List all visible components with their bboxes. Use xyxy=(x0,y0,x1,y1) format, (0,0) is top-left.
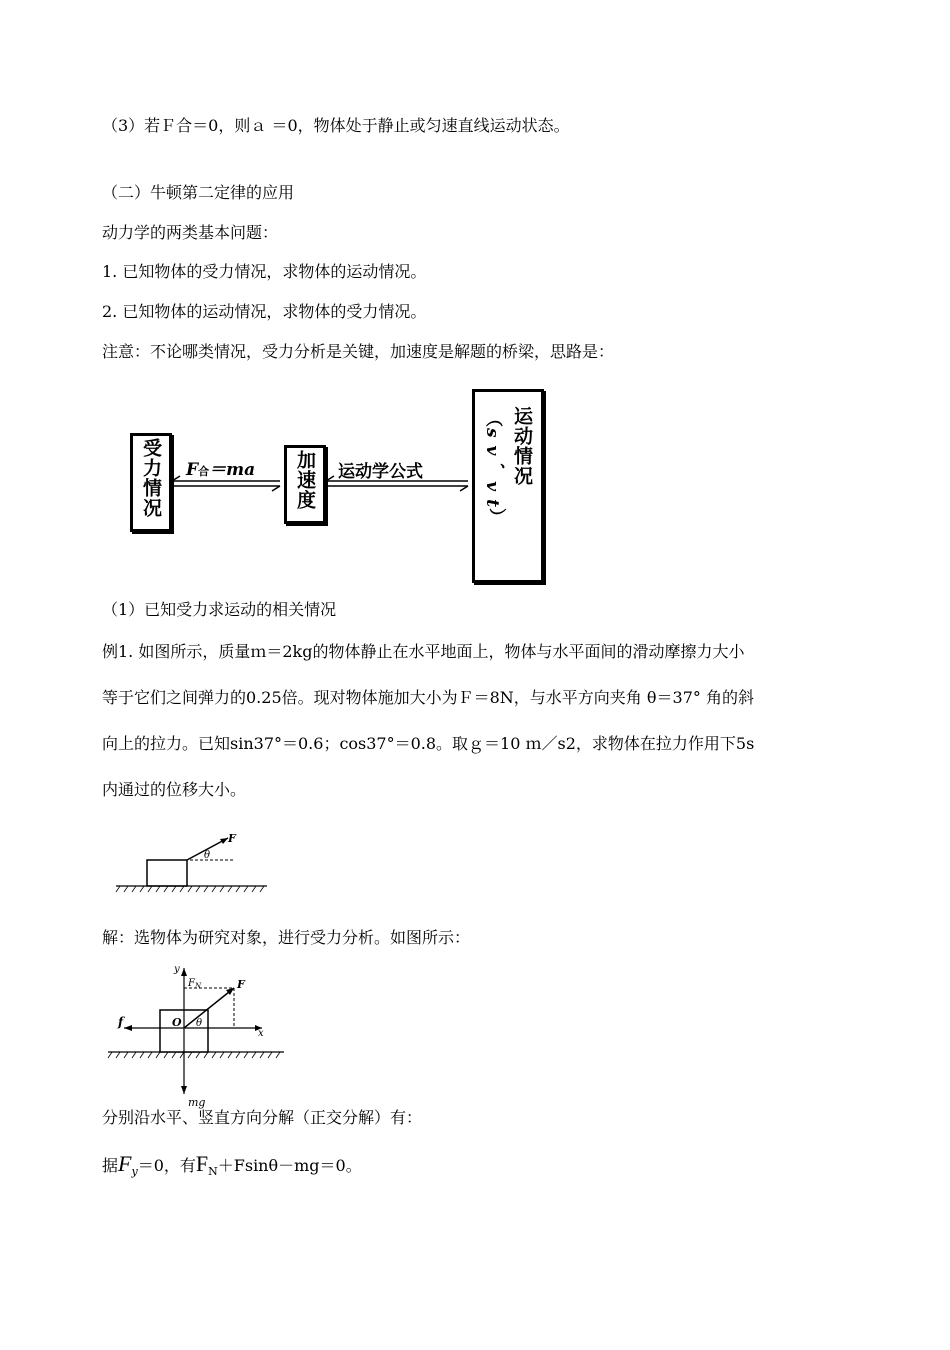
origin-label: O xyxy=(172,1016,182,1029)
note-line: 注意：不论哪类情况，受力分析是关键，加速度是解题的桥梁，思路是： xyxy=(102,342,615,361)
problem-type-1: 1. 已知物体的受力情况，求物体的运动情况。 xyxy=(102,262,427,281)
friction-label: f xyxy=(118,1015,124,1029)
weight-label: mg xyxy=(188,1096,206,1109)
block-figure xyxy=(112,828,272,898)
example-line-1: 例1. 如图所示，质量ｍ＝2kg的物体静止在水平地面上，物体与水平面间的滑动摩擦力大小 xyxy=(102,642,745,661)
kinematics-label: 运动学公式 xyxy=(338,462,423,482)
solution-line: 解：选物体为研究对象，进行受力分析。如图所示： xyxy=(102,928,471,947)
condition-line: （3）若Ｆ合＝0，则ａ ＝0，物体处于静止或匀速直线运动状态。 xyxy=(102,116,570,135)
example-line-3: 向上的拉力。已知sin37°＝0.6；cos37°＝0.8。取ｇ＝10 ｍ／s2，求物体在拉力作用下5s xyxy=(102,734,755,753)
newton-law-label: F合＝ma xyxy=(186,460,256,480)
x-axis-label: x xyxy=(258,1028,264,1039)
flow-box-acceleration: 加速度 xyxy=(284,445,326,524)
case-heading: （1）已知受力求运动的相关情况 xyxy=(102,600,337,619)
flow-diagram xyxy=(120,385,560,585)
theta-label: θ xyxy=(196,1018,203,1029)
angle-label: θ xyxy=(204,850,211,861)
flow-box-force: 受力情况 xyxy=(130,433,172,532)
intro-line: 动力学的两类基本问题： xyxy=(102,223,279,242)
y-axis-label: y xyxy=(174,964,180,975)
problem-type-2: 2. 已知物体的运动情况，求物体的受力情况。 xyxy=(102,302,427,321)
example-line-4: 内通过的位移大小。 xyxy=(102,780,247,799)
force-diagram xyxy=(104,960,294,1110)
force-label: F xyxy=(228,832,236,845)
pull-force-label: F xyxy=(237,978,245,991)
normal-force-label: $F_N$ xyxy=(188,978,202,990)
example-line-2: 等于它们之间弹力的0.25倍。现对物体施加大小为Ｆ＝8N，与水平方向夹角 θ＝37° 角的斜 xyxy=(102,688,754,707)
flow-arrows xyxy=(120,385,560,585)
equation-line: 据$F_y=0$，有$F_N+Fsin\theta-mg=0$。 xyxy=(102,1151,362,1179)
flow-box-motion: 运动情况 （s v 、v t） xyxy=(472,389,544,583)
decomposition-line: 分别沿水平、竖直方向分解（正交分解）有： xyxy=(102,1108,423,1127)
section-heading: （二）牛顿第二定律的应用 xyxy=(102,183,295,202)
